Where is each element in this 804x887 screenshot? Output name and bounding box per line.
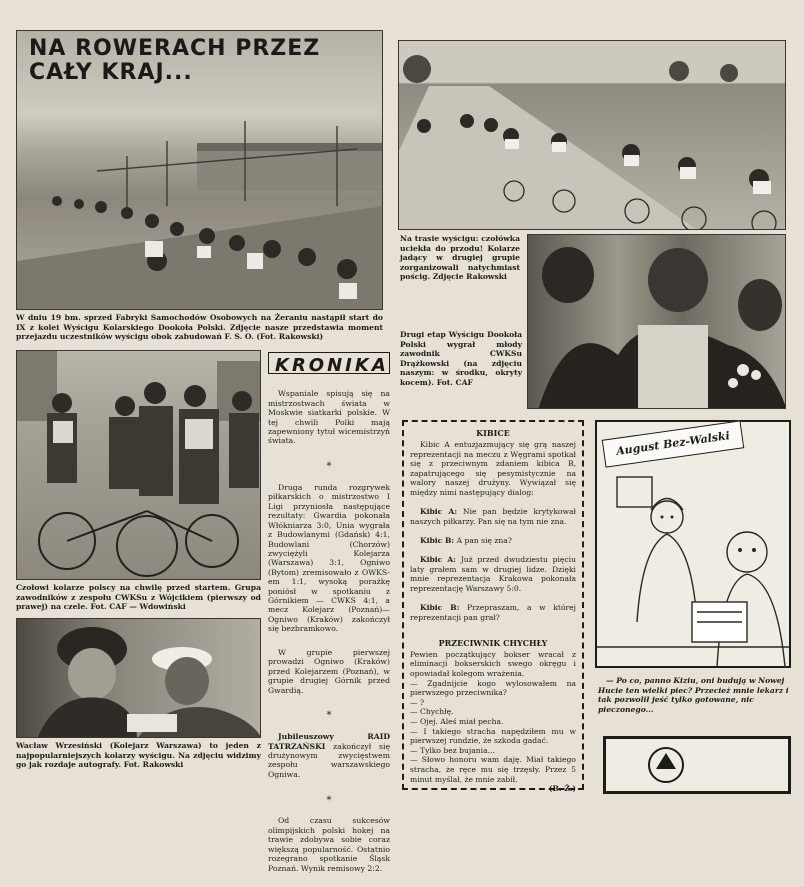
- kronika-raid-title: Jubileuszowy RAID TATRZAŃSKI: [268, 732, 390, 751]
- cartoon-drawing: [597, 462, 789, 667]
- cartoon-brand: [602, 420, 745, 467]
- humor-box: [402, 420, 584, 794]
- kibice-line-text: A pan się zna?: [454, 535, 512, 545]
- emblem-box: [603, 736, 791, 794]
- kronika-column: [268, 352, 390, 873]
- kronika-separator: *: [326, 461, 332, 473]
- photo-stage-winner: [527, 234, 786, 409]
- caption-autograph: Wacław Wrzesiński (Kolejarz Warszawa) to jeden z najpopularniejszych kolarzy wyścigu. Na zdjęciu widzimy go jak rozdaje autografy. Fot. Rakowski: [16, 741, 261, 770]
- cartoon-brand-text: August Bez-Walski: [615, 429, 731, 458]
- kibice-dialog: [410, 498, 576, 632]
- kronika-paragraph-1: Wspaniale spisują się na mistrzostwach świata w Moskwie siatkarki polskie. W tej chwili Polki mają zapewniony tytuł wicemistrzyń świata.: [268, 389, 390, 446]
- photo-race-start: [16, 30, 383, 310]
- kronika-raid-text: zakończył się drużynowym zwycięstwem zespołu warszawskiego Ogniwa.: [268, 741, 390, 779]
- emblem-icon: [646, 745, 686, 785]
- stage-winner-illustration: [528, 235, 786, 409]
- cartoon-caption: — Po co, panno Kiziu, oni budują w Nowej Hucie ten wielki piec? Przecież mnie lekarz i tak pozwolił jeść tylko gotowane, nic pieczonego...: [598, 676, 789, 714]
- kibice-speaker: Kibic A:: [420, 507, 458, 517]
- kronika-separator: *: [326, 710, 332, 722]
- kronika-paragraph-4: [268, 732, 390, 779]
- kronika-title-box: [268, 352, 390, 374]
- photo-riders: [16, 350, 261, 580]
- kibice-speaker: Kibic B:: [420, 603, 460, 613]
- kronika-title: KRONIKA: [275, 355, 389, 376]
- przeciwnik-signature: (B. Ż.): [548, 784, 576, 794]
- race-start-illustration: [17, 31, 383, 310]
- caption-race-start: W dniu 19 bm. sprzed Fabryki Samochodów Osobowych na Żeraniu nastąpił start do IX z kolei Wyścigu Kolarskiego Dookoła Polski. Zdjęcie nasze przedstawia moment przejazdu uczestników wyścigu obok zabudowań F. S. O. (Fot. Rakowski): [16, 313, 383, 342]
- kibice-intro: Kibic A entuzjazmujący się grą naszej reprezentacji na meczu z Węgrami spotkał się z przeciwnym zdaniem kibica B, zapatrującego się pesymistycznie na walory naszej drużyny. Wywiązał się między nimi następujący dialog:: [410, 440, 576, 497]
- cartoon-panel: [595, 420, 791, 668]
- kibice-line: [410, 555, 576, 593]
- kibice-line-text: Już przed dwudziestu pięciu laty grałem sam w drugiej lidze. Dzięki mnie reprezentacja Krakowa pokonała reprezentację Warszawy 5:0.: [410, 555, 576, 593]
- headline: NA ROWERACH PRZEZ CAŁY KRAJ...: [29, 36, 321, 85]
- kronika-paragraph-5: Od czasu sukcesów olimpijskich polski hokej na trawie zdobywa sobie coraz większą popularność. Ostatnio rozegrano spotkanie Śląsk Poznań. Wynik remisowy 2:2.: [268, 816, 390, 873]
- kronika-paragraph-3: W grupie pierwszej prowadzi Ogniwo (Kraków) przed Kolejarzem (Poznań), w grupie drugiej Górnik przed Gwardią.: [268, 647, 390, 695]
- przeciwnik-title: PRZECIWNIK CHYCHŁY: [438, 637, 548, 648]
- riders-illustration: [17, 351, 261, 580]
- przeciwnik-text: Pewien początkujący bokser wracał z eliminacji bokserskich swego okręgu i opowiadał kolegom wrażenia. — Zgadnijcie kogo wylosowałem na pierwszego przeciwnika? — ? — Chychłę. — Ojej. Aleś miał pecha. — I takiego stracha napędziłem mu w pierwszej rundzie, że szkoda gadać. — Tylko bez bujania... — Słowo honoru wam daję. Miał takiego stracha, że ręce mu się trzęsły. Przez 5 minut myślał, że mnie zabił.: [410, 649, 576, 784]
- race-route-illustration: [399, 41, 786, 230]
- kibice-line: [410, 507, 576, 526]
- kibice-line-text: Nie pan będzie krytykował naszych piłkarzy. Pan się na tym nie zna.: [410, 507, 576, 526]
- kibice-title: KIBICE: [476, 428, 510, 438]
- kronika-paragraph-2: Druga runda rozgrywek piłkarskich o mistrzostwo I Ligi przyniosła następujące rezultaty: Gwardia pokonała Włókniarza 3:0, Unia wygrała z Budowlanymi (Gdańsk) 4:1, Budowlani (Chorzów) zwyciężyli Kolejarza (Warszawa) 3:1, Ogniwo (Bytom) zremisowało z OWKS-em 1:1, wysoką porażkę poniósł w spotkaniu z Górnikiem — CWKS 4:1, a mecz Kolejarz (Poznań)—Ogniwo (Kraków) zakończył się bezbramkowo.: [268, 483, 390, 634]
- photo-autograph: [16, 618, 261, 738]
- kibice-line: [410, 536, 576, 546]
- kibice-line: [410, 603, 576, 622]
- kronika-text: [268, 380, 390, 887]
- kibice-speaker: Kibic A:: [420, 555, 456, 565]
- caption-riders: Czołowi kolarze polscy na chwilę przed startem. Grupa zawodników z zespołu CWKSu z Wójcikiem (pierwszy od prawej) na czele. Fot. CAF — Wdowiński: [16, 583, 261, 612]
- caption-race-route: Na trasie wyścigu: czołówka uciekła do przodu! Kolarze jadący w drugiej grupie zorganizowali natychmiast pościg. Zdjęcie Rakowski: [400, 234, 520, 282]
- photo-race-route: [398, 40, 786, 230]
- kronika-separator: *: [326, 794, 332, 806]
- autograph-illustration: [17, 619, 261, 738]
- caption-stage-winner: Drugi etap Wyścigu Dookoła Polski wygrał młody zawodnik CWKSu Drążkowski (na zdjęciu naszym: w środku, okryty kocem). Fot. CAF: [400, 330, 522, 387]
- kibice-line-text: Przepraszam, a w której reprezentacji pan grał?: [410, 603, 576, 622]
- kibice-speaker: Kibic B:: [420, 535, 455, 545]
